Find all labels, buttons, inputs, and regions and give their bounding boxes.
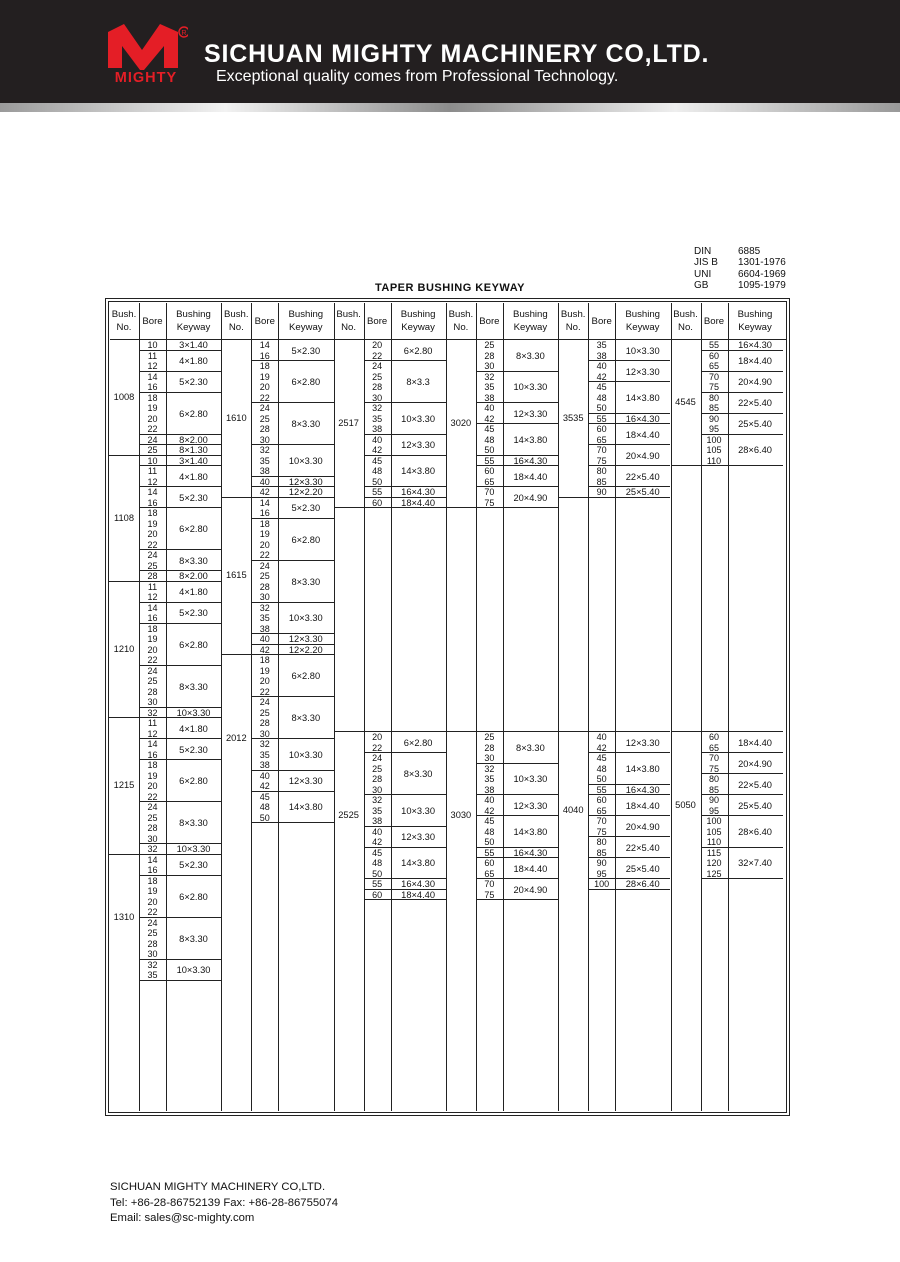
bush-number: 1610 bbox=[225, 412, 247, 423]
header-bushing-keyway: Bushing Keyway bbox=[737, 309, 773, 333]
keyway-value: 8×1.30 bbox=[179, 445, 208, 456]
bore-values: 24 25 28 30 bbox=[147, 917, 158, 959]
bore-values: 24 25 28 30 bbox=[372, 361, 383, 403]
header-bush-no: Bush. No. bbox=[336, 309, 361, 333]
row-rule bbox=[588, 497, 670, 498]
keyway-value: 6×2.80 bbox=[291, 377, 321, 387]
bore-values: 40 42 bbox=[372, 826, 383, 847]
column-rule bbox=[278, 303, 279, 1111]
svg-text:R: R bbox=[181, 30, 187, 37]
bore-values: 40 42 bbox=[484, 403, 495, 424]
bore-values: 32 35 38 bbox=[259, 739, 270, 770]
column-rule bbox=[503, 303, 504, 1111]
bore-values: 14 16 bbox=[147, 371, 158, 392]
keyway-value: 12×3.30 bbox=[288, 476, 323, 487]
bore-values: 24 25 28 30 bbox=[147, 665, 158, 707]
keyway-value: 22×5.40 bbox=[738, 779, 772, 790]
keyway-value: 6×2.80 bbox=[179, 639, 208, 650]
bore-values: 24 bbox=[147, 434, 158, 445]
bore-values: 24 25 28 30 bbox=[259, 697, 270, 739]
keyway-value: 10×3.30 bbox=[401, 413, 436, 424]
keyway-value: 5×2.30 bbox=[179, 608, 208, 618]
bore-values: 14 16 bbox=[147, 602, 158, 623]
bore-values: 14 16 bbox=[147, 854, 158, 875]
keyway-value: 8×3.30 bbox=[179, 818, 208, 828]
keyway-value: 10×3.30 bbox=[625, 345, 660, 356]
keyway-value: 8×3.3 bbox=[406, 377, 430, 387]
keyway-value: 3×1.40 bbox=[179, 455, 208, 466]
column-rule bbox=[221, 303, 222, 1111]
keyway-value: 10×3.30 bbox=[401, 805, 436, 816]
bush-number: 1615 bbox=[225, 570, 247, 581]
keyway-value: 28×6.40 bbox=[738, 826, 772, 837]
bore-values: 100 bbox=[594, 879, 610, 889]
bore-values: 100 105 110 bbox=[706, 816, 722, 847]
bore-values: 55 bbox=[708, 340, 719, 350]
bore-values: 70 75 bbox=[484, 879, 495, 900]
company-title: SICHUAN MIGHTY MACHINERY CO,LTD. bbox=[204, 40, 710, 68]
bore-values: 45 48 50 bbox=[596, 382, 607, 413]
header-bore: Bore bbox=[479, 315, 500, 327]
bore-values: 42 bbox=[259, 644, 270, 655]
bore-values: 32 35 38 bbox=[484, 371, 495, 403]
bush-number: 1215 bbox=[113, 780, 135, 791]
keyway-value: 12×3.30 bbox=[288, 776, 323, 786]
header-bore: Bore bbox=[366, 315, 388, 327]
footer-phone: Tel: +86-28-86752139 Fax: +86-28-86755074 bbox=[110, 1196, 338, 1209]
bore-values: 55 bbox=[596, 413, 607, 424]
standard-row: JIS B 1301-1976 bbox=[694, 257, 786, 269]
keyway-value: 12×3.30 bbox=[625, 366, 660, 377]
bore-values: 11 12 bbox=[147, 350, 158, 371]
bore-values: 10 bbox=[147, 455, 158, 466]
bush-number: 4040 bbox=[562, 804, 584, 815]
keyway-value: 20×4.90 bbox=[513, 884, 548, 895]
bore-values: 40 42 bbox=[372, 434, 383, 455]
bore-values: 14 16 bbox=[259, 497, 270, 518]
keyway-value: 4×1.80 bbox=[179, 356, 208, 366]
bore-values: 20 22 bbox=[372, 340, 383, 361]
keyway-value: 20×4.90 bbox=[738, 377, 772, 387]
keyway-value: 12×3.30 bbox=[401, 832, 436, 842]
keyway-value: 16×4.30 bbox=[513, 847, 548, 858]
bore-values: 40 bbox=[259, 476, 270, 487]
bush-number: 3030 bbox=[450, 810, 472, 820]
keyway-value: 14×3.80 bbox=[625, 763, 660, 774]
keyway-value: 12×3.30 bbox=[625, 737, 660, 748]
keyway-value: 18×4.40 bbox=[401, 497, 436, 508]
header-bush-no: Bush. No. bbox=[111, 309, 137, 333]
bore-values: 55 bbox=[596, 784, 607, 795]
bore-values: 18 19 20 22 bbox=[259, 518, 270, 560]
keyway-value: 16×4.30 bbox=[401, 879, 436, 890]
bush-number: 3020 bbox=[450, 418, 472, 428]
bore-values: 70 75 bbox=[596, 445, 607, 466]
bore-values: 90 95 bbox=[596, 858, 607, 879]
keyway-value: 8×2.00 bbox=[179, 571, 208, 582]
keyway-value: 6×2.80 bbox=[403, 737, 433, 748]
keyway-value: 14×3.80 bbox=[513, 434, 548, 445]
bore-values: 45 48 50 bbox=[484, 816, 495, 847]
bore-values: 40 bbox=[259, 634, 270, 644]
group-rule bbox=[109, 581, 139, 582]
keyway-value: 18×4.40 bbox=[738, 356, 772, 366]
header-bore: Bore bbox=[591, 315, 612, 327]
column-rule bbox=[391, 303, 392, 1111]
footer-contact bbox=[110, 1180, 338, 1227]
keyway-value: 16×4.30 bbox=[513, 455, 548, 466]
bore-values: 11 12 bbox=[147, 581, 158, 602]
column-rule bbox=[728, 303, 729, 1111]
standard-row: GB 1095-1979 bbox=[694, 279, 786, 291]
keyway-value: 8×3.30 bbox=[516, 742, 545, 753]
bore-values: 55 bbox=[484, 847, 495, 858]
group-rule bbox=[671, 465, 701, 466]
keyway-value: 12×2.20 bbox=[288, 487, 323, 498]
bush-number: 2012 bbox=[225, 733, 247, 743]
bore-values: 24 25 bbox=[147, 550, 158, 571]
header-rule bbox=[110, 339, 786, 340]
keyway-value: 6×2.80 bbox=[291, 534, 321, 545]
keyway-value: 25×5.40 bbox=[738, 419, 772, 429]
header-bushing-keyway: Bushing Keyway bbox=[400, 309, 436, 333]
group-rule bbox=[109, 455, 139, 456]
bore-values: 115 120 125 bbox=[706, 847, 722, 879]
row-rule bbox=[476, 899, 558, 900]
keyway-value: 16×4.30 bbox=[401, 487, 436, 498]
bush-number: 3535 bbox=[562, 412, 584, 423]
bush-number: 1310 bbox=[113, 911, 135, 922]
header-banner bbox=[0, 0, 900, 103]
keyway-value: 5×2.30 bbox=[179, 860, 208, 870]
group-rule bbox=[109, 854, 139, 855]
bore-values: 11 12 bbox=[147, 718, 158, 739]
keyway-value: 8×3.30 bbox=[291, 713, 321, 723]
keyway-value: 4×1.80 bbox=[179, 587, 208, 597]
column-rule bbox=[558, 303, 559, 1111]
bore-values: 45 48 50 bbox=[596, 753, 607, 784]
bore-values: 70 75 bbox=[708, 371, 719, 392]
row-rule bbox=[701, 878, 783, 879]
standards-list bbox=[694, 246, 786, 291]
bore-values: 35 38 bbox=[596, 340, 607, 361]
footer-company: SICHUAN MIGHTY MACHINERY CO,LTD. bbox=[110, 1181, 326, 1193]
bore-values: 24 25 28 30 bbox=[259, 560, 270, 602]
keyway-value: 18×4.40 bbox=[513, 863, 548, 874]
group-rule bbox=[221, 654, 251, 655]
keyway-value: 10×3.30 bbox=[513, 774, 548, 785]
standard-row: UNI 6604-1969 bbox=[694, 268, 786, 280]
keyway-value: 14×3.80 bbox=[513, 826, 548, 837]
bore-values: 90 bbox=[596, 487, 607, 497]
bore-values: 25 28 30 bbox=[484, 732, 495, 763]
keyway-value: 3×1.40 bbox=[179, 340, 208, 351]
bore-values: 60 65 bbox=[708, 350, 719, 371]
row-rule bbox=[364, 899, 446, 900]
bore-values: 80 85 bbox=[708, 774, 719, 795]
bore-values: 18 19 20 22 bbox=[259, 361, 270, 403]
bore-values: 14 16 bbox=[147, 487, 158, 508]
bore-values: 60 bbox=[372, 889, 383, 900]
bore-values: 32 bbox=[147, 844, 158, 854]
keyway-value: 6×2.80 bbox=[291, 671, 321, 681]
keyway-value: 8×3.30 bbox=[516, 350, 545, 361]
keyway-value: 10×3.30 bbox=[176, 844, 211, 855]
bore-values: 55 bbox=[484, 455, 495, 466]
bore-values: 45 48 50 bbox=[372, 847, 383, 879]
bore-values: 32 35 38 bbox=[372, 795, 383, 826]
bore-values: 80 85 bbox=[708, 392, 719, 413]
bore-values: 60 bbox=[372, 497, 383, 508]
bore-values: 18 19 20 22 bbox=[147, 508, 158, 550]
header-bushing-keyway: Bushing Keyway bbox=[176, 309, 211, 333]
bore-values: 40 42 bbox=[484, 795, 495, 816]
bore-values: 45 48 50 bbox=[372, 455, 383, 487]
keyway-value: 14×3.80 bbox=[401, 858, 436, 869]
column-rule bbox=[671, 303, 672, 1111]
keyway-value: 8×3.30 bbox=[291, 576, 321, 587]
keyway-value: 25×5.40 bbox=[625, 863, 660, 874]
bore-values: 60 65 bbox=[596, 424, 607, 445]
bore-values: 80 85 bbox=[596, 466, 607, 487]
keyway-value: 14×3.80 bbox=[401, 466, 436, 477]
table-title: TAPER BUSHING KEYWAY bbox=[375, 282, 525, 294]
bore-values: 25 28 30 bbox=[484, 340, 495, 371]
group-rule bbox=[558, 497, 588, 498]
column-rule bbox=[334, 303, 335, 1111]
bore-values: 55 bbox=[372, 879, 383, 889]
bore-values: 32 bbox=[147, 707, 158, 718]
keyway-value: 16×4.30 bbox=[738, 340, 772, 351]
keyway-value: 6×2.80 bbox=[179, 776, 208, 786]
bush-number: 2525 bbox=[338, 810, 359, 820]
bore-values: 100 105 110 bbox=[706, 434, 722, 466]
bore-values: 25 bbox=[147, 445, 158, 455]
bore-values: 24 25 28 30 bbox=[147, 802, 158, 844]
bore-values: 32 35 38 bbox=[259, 602, 270, 634]
header-bushing-keyway: Bushing Keyway bbox=[625, 309, 661, 333]
standard-row: DIN 6885 bbox=[694, 246, 761, 257]
header-bore: Bore bbox=[142, 315, 163, 327]
keyway-value: 8×3.30 bbox=[179, 933, 208, 944]
keyway-value: 10×3.30 bbox=[288, 613, 323, 624]
bore-values: 20 22 bbox=[372, 732, 383, 753]
bore-values: 60 65 bbox=[708, 732, 719, 753]
keyway-value: 20×4.90 bbox=[625, 821, 660, 832]
bore-values: 90 95 bbox=[708, 413, 719, 434]
keyway-value: 8×3.30 bbox=[179, 681, 208, 692]
keyway-value: 25×5.40 bbox=[738, 800, 772, 811]
row-rule bbox=[701, 465, 783, 466]
header-bushing-keyway: Bushing Keyway bbox=[513, 309, 548, 333]
bore-values: 28 bbox=[147, 571, 158, 581]
keyway-value: 6×2.80 bbox=[403, 345, 433, 356]
bore-values: 32 35 38 bbox=[484, 763, 495, 795]
row-rule bbox=[588, 889, 670, 890]
bush-number: 1008 bbox=[113, 391, 135, 402]
row-rule bbox=[476, 507, 558, 508]
header-bush-no: Bush. No. bbox=[673, 309, 698, 333]
row-rule bbox=[364, 507, 446, 508]
keyway-value: 14×3.80 bbox=[625, 392, 660, 403]
bore-values: 60 65 bbox=[484, 466, 495, 487]
bore-values: 40 42 bbox=[596, 361, 607, 382]
bore-values: 32 35 bbox=[147, 959, 158, 980]
keyway-value: 8×3.30 bbox=[403, 769, 433, 779]
bore-values: 45 48 50 bbox=[484, 424, 495, 455]
bore-values: 70 75 bbox=[708, 753, 719, 774]
header-bush-no: Bush. No. bbox=[560, 309, 586, 333]
keyway-value: 14×3.80 bbox=[288, 802, 323, 813]
row-rule bbox=[139, 980, 221, 981]
keyway-value: 10×3.30 bbox=[176, 965, 211, 975]
keyway-value: 22×5.40 bbox=[625, 471, 660, 482]
keyway-value: 16×4.30 bbox=[625, 784, 660, 795]
bore-values: 18 19 20 22 bbox=[147, 875, 158, 917]
bore-values: 40 42 bbox=[259, 770, 270, 791]
keyway-value: 8×3.30 bbox=[291, 419, 321, 429]
bore-values: 14 16 bbox=[259, 340, 270, 361]
header-divider bbox=[0, 103, 900, 112]
keyway-value: 8×2.00 bbox=[179, 434, 208, 445]
keyway-value: 32×7.40 bbox=[738, 858, 772, 869]
keyway-value: 5×2.30 bbox=[179, 492, 208, 503]
keyway-value: 25×5.40 bbox=[625, 487, 660, 498]
bush-number: 1210 bbox=[113, 643, 135, 654]
group-rule bbox=[109, 717, 139, 718]
bore-values: 18 19 20 22 bbox=[147, 760, 158, 802]
bore-values: 32 35 38 bbox=[259, 445, 270, 476]
bore-values: 70 75 bbox=[596, 816, 607, 837]
group-rule bbox=[334, 507, 364, 508]
keyway-value: 16×4.30 bbox=[625, 413, 660, 424]
group-rule bbox=[446, 507, 476, 508]
header-bushing-keyway: Bushing Keyway bbox=[288, 309, 324, 333]
bore-values: 45 48 50 bbox=[259, 791, 270, 823]
keyway-value: 6×2.80 bbox=[179, 408, 208, 419]
bore-values: 80 85 bbox=[596, 837, 607, 858]
keyway-value: 5×2.30 bbox=[291, 503, 321, 513]
keyway-value: 10×3.30 bbox=[513, 382, 548, 393]
footer-email: Email: sales@sc-mighty.com bbox=[110, 1212, 255, 1224]
keyway-value: 10×3.30 bbox=[288, 749, 323, 760]
row-rule bbox=[251, 822, 333, 823]
bore-values: 11 12 bbox=[147, 466, 158, 487]
bore-values: 24 25 28 30 bbox=[372, 753, 383, 795]
keyway-value: 12×3.30 bbox=[288, 634, 323, 645]
keyway-value: 18×4.40 bbox=[738, 737, 772, 748]
keyway-value: 22×5.40 bbox=[625, 842, 660, 853]
bore-values: 42 bbox=[259, 487, 270, 497]
keyway-value: 22×5.40 bbox=[738, 398, 772, 408]
bush-number: 4545 bbox=[675, 397, 696, 407]
header-bore: Bore bbox=[703, 315, 725, 327]
keyway-value: 20×4.90 bbox=[625, 450, 660, 461]
bore-values: 18 19 20 22 bbox=[147, 392, 158, 434]
header-bore: Bore bbox=[254, 315, 275, 327]
keyway-value: 6×2.80 bbox=[179, 524, 208, 534]
bush-number: 2517 bbox=[338, 418, 359, 428]
bore-values: 70 75 bbox=[484, 487, 495, 508]
keyway-value: 8×3.30 bbox=[179, 555, 208, 566]
keyway-value: 18×4.40 bbox=[401, 889, 436, 900]
brand-name: MIGHTY bbox=[114, 70, 178, 86]
keyway-value: 4×1.80 bbox=[179, 471, 208, 482]
keyway-value: 5×2.30 bbox=[179, 377, 208, 387]
bore-values: 10 bbox=[147, 340, 158, 350]
company-slogan: Exceptional quality comes from Professional Technology. bbox=[216, 68, 619, 85]
bore-values: 60 65 bbox=[484, 858, 495, 879]
keyway-value: 4×1.80 bbox=[179, 723, 208, 734]
keyway-value: 10×3.30 bbox=[288, 455, 323, 466]
column-rule bbox=[615, 303, 616, 1111]
bore-values: 90 95 bbox=[708, 795, 719, 816]
keyway-value: 18×4.40 bbox=[513, 471, 548, 482]
header-bush-no: Bush. No. bbox=[224, 309, 249, 333]
keyway-value: 6×2.80 bbox=[179, 891, 208, 902]
keyway-value: 18×4.40 bbox=[625, 429, 660, 440]
keyway-value: 20×4.90 bbox=[738, 758, 772, 769]
keyway-value: 28×6.40 bbox=[738, 445, 772, 456]
bore-values: 14 16 bbox=[147, 739, 158, 760]
bore-values: 24 25 28 30 bbox=[259, 403, 270, 445]
column-rule bbox=[446, 303, 447, 1111]
keyway-value: 12×3.30 bbox=[513, 800, 548, 811]
bush-number: 1108 bbox=[114, 512, 134, 523]
header-bush-no: Bush. No. bbox=[448, 309, 474, 333]
keyway-table bbox=[105, 298, 790, 1116]
bore-values: 18 19 20 22 bbox=[259, 655, 270, 697]
bush-number: 5050 bbox=[675, 799, 696, 810]
keyway-value: 5×2.30 bbox=[291, 345, 321, 356]
keyway-value: 12×2.20 bbox=[288, 644, 323, 655]
keyway-value: 10×3.30 bbox=[176, 707, 211, 718]
keyway-value: 28×6.40 bbox=[625, 879, 660, 890]
keyway-value: 12×3.30 bbox=[513, 408, 548, 419]
bore-values: 60 65 bbox=[596, 795, 607, 816]
keyway-value: 5×2.30 bbox=[179, 744, 208, 755]
bore-values: 40 42 bbox=[596, 732, 607, 753]
keyway-value: 18×4.40 bbox=[625, 800, 660, 811]
bore-values: 32 35 38 bbox=[372, 403, 383, 434]
keyway-value: 12×3.30 bbox=[401, 440, 436, 450]
bore-values: 18 19 20 22 bbox=[147, 623, 158, 665]
keyway-value: 20×4.90 bbox=[513, 492, 548, 503]
bore-values: 55 bbox=[372, 487, 383, 497]
group-rule bbox=[221, 497, 251, 498]
